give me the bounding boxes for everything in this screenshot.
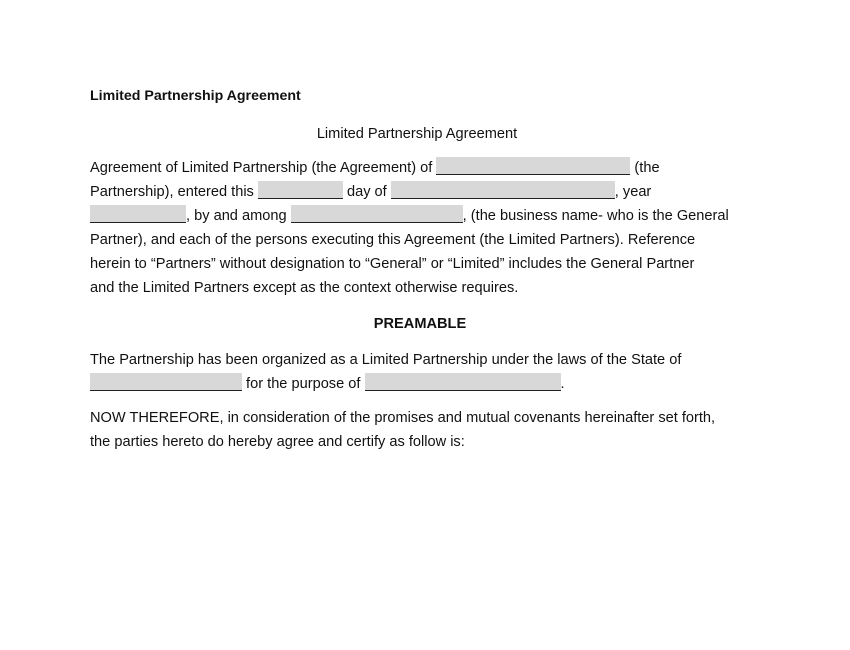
- partnership-name-field[interactable]: [436, 157, 630, 175]
- paragraph-text: herein to “Partners” without designation to “General” or “Limited” includes the General Partner: [90, 256, 695, 272]
- preamble-heading: PREAMABLE: [373, 316, 467, 332]
- document-page: [90, 86, 762, 464]
- paragraph-text: , by and among: [186, 208, 291, 224]
- year-field[interactable]: [90, 205, 186, 223]
- general-partner-field[interactable]: [291, 205, 463, 223]
- paragraph-text: (the: [630, 160, 660, 176]
- paragraph-text: the parties hereto do hereby agree and certify as follow is:: [90, 434, 465, 450]
- now-therefore-paragraph: [90, 406, 762, 454]
- state-field[interactable]: [90, 373, 242, 391]
- paragraph-text: NOW THEREFORE, in consideration of the promises and mutual covenants hereinafter set forth,: [90, 410, 716, 426]
- document-heading: Limited Partnership Agreement: [90, 88, 301, 104]
- month-field[interactable]: [391, 181, 615, 199]
- paragraph-text: Agreement of Limited Partnership (the Agreement) of: [90, 160, 437, 176]
- paragraph-text: Partnership), entered this: [90, 184, 258, 200]
- paragraph-text: .: [560, 376, 565, 392]
- day-field[interactable]: [258, 181, 343, 199]
- paragraph-text: Partner), and each of the persons executing this Agreement (the Limited Partners). Reference: [90, 232, 696, 248]
- paragraph-text: and the Limited Partners except as the context otherwise requires.: [90, 280, 519, 296]
- preamble-paragraph: [90, 348, 762, 396]
- paragraph-text: , (the business name- who is the General: [462, 208, 729, 224]
- paragraph-text: day of: [342, 184, 391, 200]
- agreement-paragraph: [90, 156, 762, 300]
- paragraph-text: , year: [614, 184, 652, 200]
- agreement-title: Limited Partnership Agreement: [316, 126, 518, 142]
- purpose-field[interactable]: [365, 373, 561, 391]
- paragraph-text: The Partnership has been organized as a Limited Partnership under the laws of the State of: [90, 352, 682, 368]
- paragraph-text: for the purpose of: [242, 376, 365, 392]
